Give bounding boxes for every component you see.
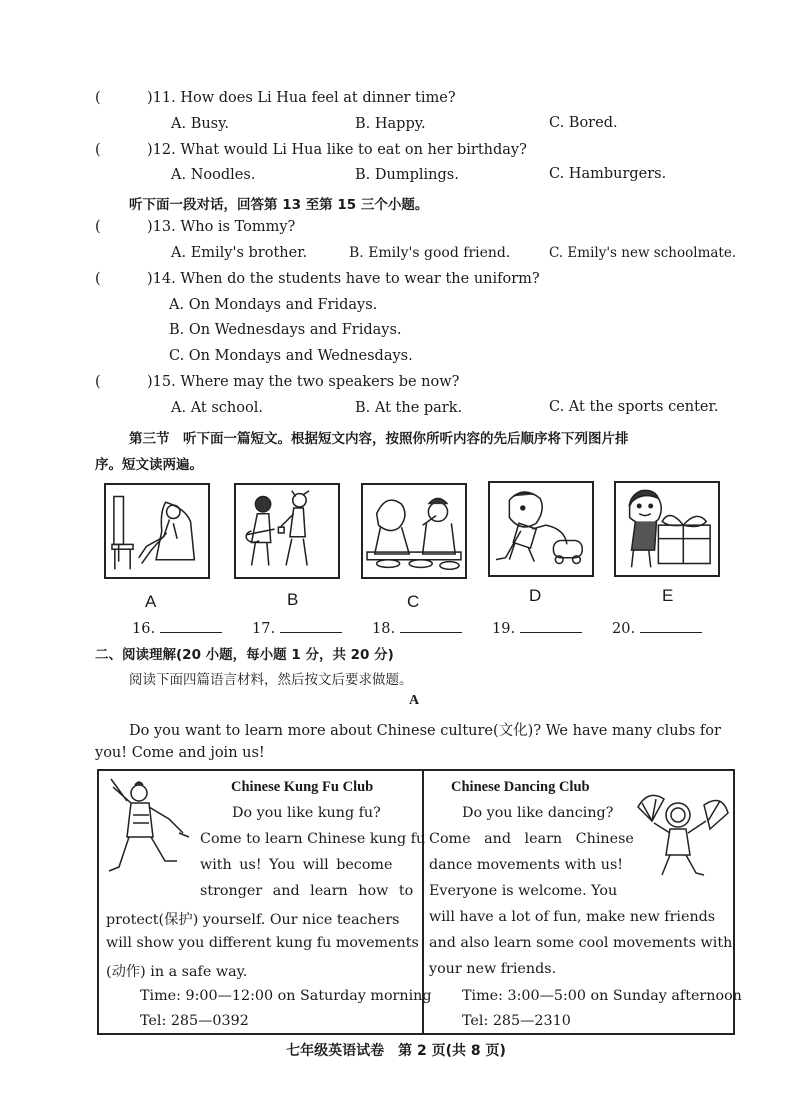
dancing-line-4: Everyone is welcome. You — [429, 883, 618, 899]
q15-paren: ( — [95, 374, 101, 390]
kungfu-club — [99, 771, 432, 1033]
dancing-line-3: dance movements with us! — [429, 857, 624, 873]
picture-e — [614, 481, 720, 577]
kungfu-time: Time: 9:00—12:00 on Saturday morning — [140, 988, 432, 1004]
picture-a-label: A — [145, 592, 157, 611]
blank-18-line[interactable] — [400, 618, 462, 633]
section3-instruction-line1: 第三节 听下面一篇短文。根据短文内容，按照你所听内容的先后顺序将下列图片排 — [129, 431, 629, 447]
dancing-tel: Tel: 285—2310 — [462, 1013, 571, 1029]
vacuuming-icon — [490, 483, 592, 575]
dancing-line-7: your new friends. — [429, 961, 557, 977]
kungfu-line-3: with us! You will become — [200, 857, 393, 873]
picture-b — [234, 483, 340, 579]
kungfu-club-title: Chinese Kung Fu Club — [231, 779, 374, 795]
kungfu-tel: Tel: 285—0392 — [140, 1013, 249, 1029]
q12-option-a: A. Noodles. — [171, 167, 256, 183]
picture-d — [488, 481, 594, 577]
passage-intro-line2: you! Come and join us! — [95, 745, 265, 761]
q12-option-c: C. Hamburgers. — [549, 166, 667, 182]
q14-paren: ( — [95, 271, 101, 287]
picture-d-label: D — [529, 586, 542, 605]
blank-20-number: 20. — [612, 621, 636, 637]
gift-box-icon — [616, 483, 718, 575]
blank-16-line[interactable] — [160, 618, 222, 633]
blank-17[interactable] — [252, 618, 342, 637]
q15-option-a: A. At school. — [171, 400, 263, 416]
fan-dancer-icon — [634, 787, 730, 887]
q12-stem: )12. What would Li Hua like to eat on her birthday? — [147, 142, 527, 158]
reading-heading: 二、阅读理解(20 小题，每小题 1 分，共 20 分) — [95, 647, 394, 663]
kungfu-line-4: stronger and learn how to — [200, 883, 414, 899]
picture-c-label: C — [407, 592, 420, 611]
q13-paren: ( — [95, 219, 101, 235]
reading-instruction: 阅读下面四篇语言材料，然后按文后要求做题。 — [129, 672, 413, 688]
kungfu-line-7: (动作) in a safe way. — [106, 964, 248, 980]
kungfu-line-1: Do you like kung fu? — [232, 805, 381, 821]
dancing-line-1: Do you like dancing? — [462, 805, 614, 821]
blank-19-number: 19. — [492, 621, 516, 637]
q14-option-b: B. On Wednesdays and Fridays. — [169, 322, 402, 338]
q12-paren: ( — [95, 142, 101, 158]
picture-c — [361, 483, 467, 579]
q14-stem: )14. When do the students have to wear the uniform? — [147, 271, 540, 287]
blank-16-number: 16. — [132, 621, 156, 637]
q15-stem: )15. Where may the two speakers be now? — [147, 374, 460, 390]
blank-16[interactable] — [132, 618, 222, 637]
playing-music-icon — [236, 485, 338, 577]
q11-option-a: A. Busy. — [171, 116, 229, 132]
blank-20-line[interactable] — [640, 618, 702, 633]
dancing-club — [424, 771, 742, 1033]
kungfu-line-5: protect(保护) yourself. Our nice teachers — [106, 912, 400, 928]
q14-option-a: A. On Mondays and Fridays. — [169, 297, 378, 313]
q13-option-b: B. Emily's good friend. — [349, 245, 511, 261]
blank-20[interactable] — [612, 618, 702, 637]
q11-paren: ( — [95, 90, 101, 106]
q12-option-b: B. Dumplings. — [355, 167, 459, 183]
dancing-club-title: Chinese Dancing Club — [451, 779, 590, 795]
q11-stem: )11. How does Li Hua feel at dinner time? — [147, 90, 456, 106]
q13-option-c: C. Emily's new schoolmate. — [549, 245, 737, 261]
picture-a — [104, 483, 210, 579]
kungfu-line-2: Come to learn Chinese kung fu — [200, 831, 426, 847]
q15-option-c: C. At the sports center. — [549, 399, 719, 415]
q13-stem: )13. Who is Tommy? — [147, 219, 296, 235]
picture-e-label: E — [662, 586, 674, 605]
picture-b-label: B — [287, 590, 299, 609]
blank-18[interactable] — [372, 618, 462, 637]
kungfu-line-6: will show you different kung fu movements — [106, 935, 419, 951]
q13-option-a: A. Emily's brother. — [171, 245, 308, 261]
q11-option-c: C. Bored. — [549, 115, 618, 131]
passage-label: A — [409, 693, 420, 708]
blank-19-line[interactable] — [520, 618, 582, 633]
watching-tv-icon — [106, 485, 208, 577]
section3-instruction-line2: 序。短文读两遍。 — [95, 457, 203, 473]
passage-intro-line1: Do you want to learn more about Chinese culture(文化)? We have many clubs for — [129, 723, 721, 739]
eating-dinner-icon — [363, 485, 465, 577]
kung-fu-man-icon — [105, 775, 201, 887]
dancing-time: Time: 3:00—5:00 on Sunday afternoon — [462, 988, 742, 1004]
q15-option-b: B. At the park. — [355, 400, 463, 416]
club-table — [97, 769, 742, 1035]
blank-19[interactable] — [492, 618, 582, 637]
blank-18-number: 18. — [372, 621, 396, 637]
dancing-line-5: will have a lot of fun, make new friends — [429, 909, 716, 925]
q14-option-c: C. On Mondays and Wednesdays. — [169, 348, 413, 364]
blank-17-line[interactable] — [280, 618, 342, 633]
dancing-line-2: Come and learn Chinese — [429, 831, 634, 847]
dancing-line-6: and also learn some cool movements with — [429, 935, 733, 951]
instruction-13-15: 听下面一段对话，回答第 13 至第 15 三个小题。 — [129, 197, 429, 213]
blank-17-number: 17. — [252, 621, 276, 637]
q11-option-b: B. Happy. — [355, 116, 426, 132]
page-footer: 七年级英语试卷 第 2 页(共 8 页) — [286, 1043, 506, 1059]
